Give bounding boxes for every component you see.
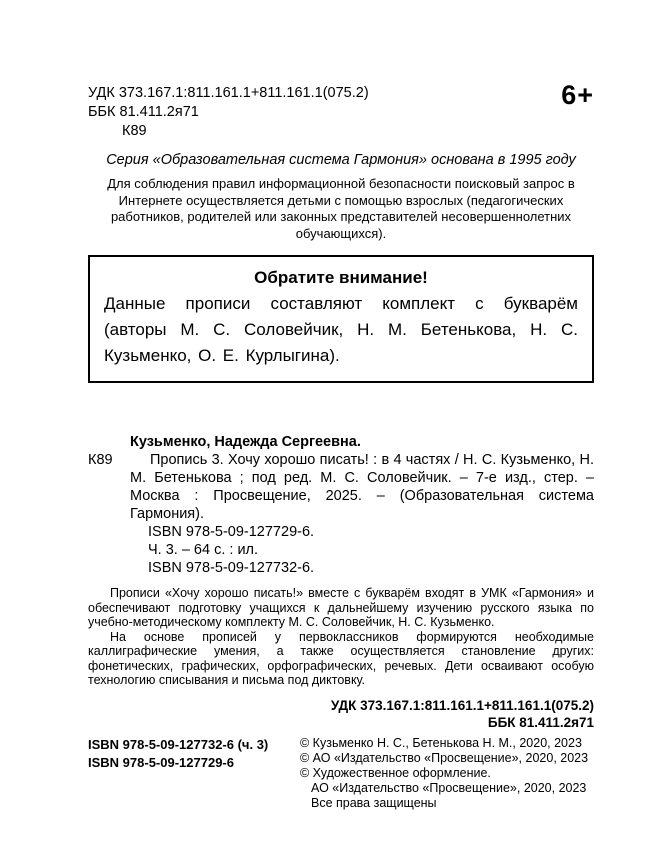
information-security-notice: Для соблюдения правил информационной безопасности поисковый запрос в Интернете осуществляется детьми с помощью взрослых (педагогических работников, родителей или законных представителей несовершеннолетних обучающихся). — [107, 176, 575, 241]
bottom-classification-block — [88, 697, 594, 731]
copyright-line: АО «Издательство «Просвещение», 2020, 2023 — [311, 781, 587, 795]
classification-block — [88, 84, 369, 141]
attention-title: Обратите внимание! — [254, 268, 428, 287]
footer-isbn-block — [88, 736, 268, 811]
bib-description: Пропись 3. Хочу хорошо писать! : в 4 частях / Н. С. Кузьменко, Н. М. Бетенькова ; под ред. М. С. Соловейчик. – 7-е изд., стер. – Москва : Просвещение, 2025. – (Образовательная система Гармония). — [130, 452, 594, 522]
bib-isbn-first: ISBN 978-5-09-127729-6. — [148, 524, 315, 540]
bbk-number-bottom: ББК 81.411.2я71 — [487, 714, 594, 730]
attention-box — [88, 255, 594, 383]
author-index: К89 — [122, 123, 147, 139]
udk-number: УДК 373.167.1:811.161.1+811.161.1(075.2) — [88, 85, 369, 101]
copyright-line: © Художественное оформление. — [300, 766, 491, 780]
copyright-line: © Кузьменко Н. С., Бетенькова Н. М., 2020, 2023 — [300, 736, 582, 750]
bib-isbn-second: ISBN 978-5-09-127732-6. — [148, 560, 315, 576]
bib-part-info: Ч. 3. – 64 с. : ил. — [148, 542, 259, 558]
bibliographic-record — [88, 433, 594, 577]
attention-body: Данные прописи составляют комплект с букварём (авторы М. С. Соловейчик, Н. М. Бетенькова, Н. С. Кузьменко, О. Е. Курлыгина). — [104, 294, 578, 365]
annotation-block — [88, 586, 594, 688]
copyright-line: © АО «Издательство «Просвещение», 2020, 2023 — [300, 751, 589, 765]
bbk-number: ББК 81.411.2я71 — [88, 104, 199, 120]
series-line: Серия «Образовательная система Гармония» основана в 1995 году — [106, 152, 576, 168]
footer-copyright-block — [300, 736, 600, 811]
bib-description-row — [88, 451, 594, 523]
top-classification-row — [88, 80, 594, 141]
isbn-part: ISBN 978-5-09-127732-6 (ч. 3) — [88, 737, 269, 752]
footer — [88, 736, 600, 811]
bib-author: Кузьменко, Надежда Сергеевна. — [130, 434, 361, 450]
page-content — [88, 80, 594, 731]
annotation-paragraph-1: Прописи «Хочу хорошо писать!» вместе с букварём входят в УМК «Гармония» и обеспечивают подготовку учащихся к дальнейшему изучению русского языка по учебно-методическому комплекту М. С. Соловейчик, Н. С. Кузьменко. — [88, 586, 594, 629]
udk-number-bottom: УДК 373.167.1:811.161.1+811.161.1(075.2) — [330, 697, 594, 713]
bib-index: К89 — [88, 452, 113, 468]
annotation-paragraph-2: На основе прописей у первоклассников формируются необходимые каллиграфические умения, а также осуществляется становление других: фонетических, графических, орфографических, речевых. Дети осваивают особую технологию списывания и письма под диктовку. — [88, 629, 594, 687]
age-rating-badge: 6+ — [561, 80, 594, 110]
isbn-main: ISBN 978-5-09-127729-6 — [88, 754, 234, 770]
copyright-line: Все права защищены — [311, 796, 437, 810]
